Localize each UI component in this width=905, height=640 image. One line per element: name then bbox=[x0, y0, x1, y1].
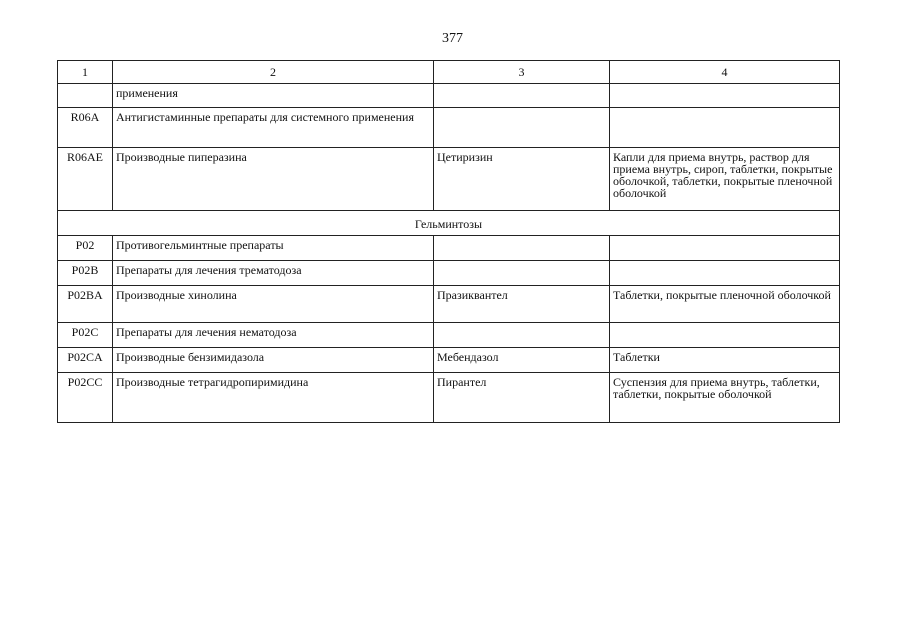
pharm-group-cell: Производные бензимидазола bbox=[113, 348, 434, 373]
table-row bbox=[58, 84, 840, 108]
drug-name-cell bbox=[434, 108, 610, 148]
pharm-group-cell: Препараты для лечения нематодоза bbox=[113, 323, 434, 348]
atc-code-cell: P02C bbox=[58, 323, 113, 348]
header-cell-1: 1 bbox=[58, 61, 113, 84]
atc-code-cell: P02CA bbox=[58, 348, 113, 373]
table-header-row bbox=[58, 61, 840, 84]
pharm-group-cell: Производные пиперазина bbox=[113, 148, 434, 211]
drug-name-cell bbox=[434, 84, 610, 108]
drug-name-cell: Пирантел bbox=[434, 373, 610, 423]
pharm-group-cell: применения bbox=[113, 84, 434, 108]
header-cell-4: 4 bbox=[610, 61, 840, 84]
pharm-group-cell: Препараты для лечения трематодоза bbox=[113, 261, 434, 286]
table-row bbox=[58, 323, 840, 348]
section-title: Гельминтозы bbox=[58, 211, 840, 236]
dosage-form-cell: Таблетки, покрытые пленочной оболочкой bbox=[610, 286, 840, 323]
page-number: 377 bbox=[442, 31, 463, 46]
dosage-form-cell: Таблетки bbox=[610, 348, 840, 373]
dosage-form-cell: Суспензия для приема внутрь, таблетки, таблетки, покрытые оболочкой bbox=[610, 373, 840, 423]
atc-code-cell: P02 bbox=[58, 236, 113, 261]
table-row bbox=[58, 348, 840, 373]
atc-code-cell: P02B bbox=[58, 261, 113, 286]
table-row bbox=[58, 236, 840, 261]
dosage-form-cell bbox=[610, 261, 840, 286]
pharm-group-cell: Производные хинолина bbox=[113, 286, 434, 323]
drug-name-cell: Мебендазол bbox=[434, 348, 610, 373]
drug-name-cell: Цетиризин bbox=[434, 148, 610, 211]
table-row bbox=[58, 373, 840, 423]
atc-code-cell: P02BA bbox=[58, 286, 113, 323]
dosage-form-cell bbox=[610, 108, 840, 148]
dosage-form-cell bbox=[610, 323, 840, 348]
atc-code-cell: R06A bbox=[58, 108, 113, 148]
drug-name-cell: Празиквантел bbox=[434, 286, 610, 323]
drug-name-cell bbox=[434, 323, 610, 348]
table-row bbox=[58, 108, 840, 148]
drug-table bbox=[57, 60, 840, 423]
header-cell-3: 3 bbox=[434, 61, 610, 84]
drug-name-cell bbox=[434, 261, 610, 286]
table-body bbox=[58, 61, 840, 423]
dosage-form-cell: Капли для приема внутрь, раствор для приема внутрь, сироп, таблетки, покрытые оболочкой, таблетки, покрытые пленочной оболочкой bbox=[610, 148, 840, 211]
pharm-group-cell: Производные тетрагидропиримидина bbox=[113, 373, 434, 423]
pharm-group-cell: Антигистаминные препараты для системного применения bbox=[113, 108, 434, 148]
header-cell-2: 2 bbox=[113, 61, 434, 84]
table-row bbox=[58, 148, 840, 211]
atc-code-cell: R06AE bbox=[58, 148, 113, 211]
drug-name-cell bbox=[434, 236, 610, 261]
dosage-form-cell bbox=[610, 84, 840, 108]
table-row bbox=[58, 261, 840, 286]
table-row bbox=[58, 286, 840, 323]
pharm-group-cell: Противогельминтные препараты bbox=[113, 236, 434, 261]
atc-code-cell bbox=[58, 84, 113, 108]
dosage-form-cell bbox=[610, 236, 840, 261]
section-row bbox=[58, 211, 840, 236]
atc-code-cell: P02CC bbox=[58, 373, 113, 423]
